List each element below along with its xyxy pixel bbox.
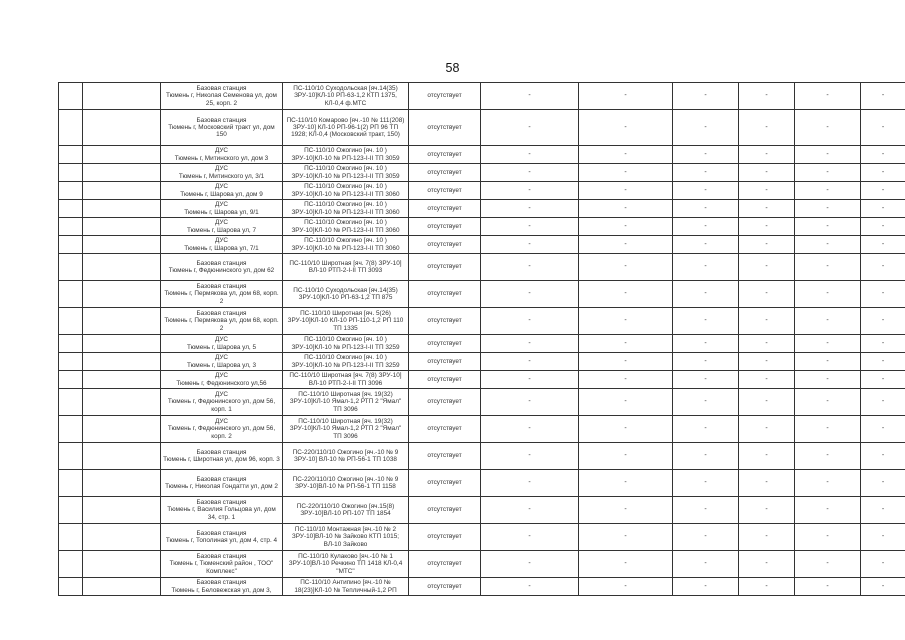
source-cell: ПС-110/10 Суходольская [яч.14(35) ЗРУ-10]КЛ-10 РП-63-1,2 КТП 1375, КЛ-0,4 ф.МТС [283,83,409,110]
table-row [59,308,905,335]
dash-cell: - [861,182,905,200]
source-cell: ПС-110/10 Ожогино [яч. 10 ) ЗРУ-10]КЛ-10 № РП-123-I-II ТП 3060 [283,236,409,254]
blank-cell [83,110,161,146]
table-row [59,218,905,236]
dash-cell: - [579,83,673,110]
source-cell: ПС-110/10 Ожогино [яч. 10 ) ЗРУ-10]КЛ-10 № РП-123-I-II ТП 3259 [283,335,409,353]
blank-cell [59,200,83,218]
blank-cell [83,524,161,551]
dash-cell: - [739,110,795,146]
dash-cell: - [861,578,905,596]
dash-cell: - [795,164,861,182]
blank-cell [83,200,161,218]
source-cell: ПС-110/10 Ожогино [яч. 10 ) ЗРУ-10]КЛ-10 № РП-123-I-II ТП 3059 [283,164,409,182]
object-cell: ДУС Тюмень г, Митинского ул, 3/1 [161,164,283,182]
dash-cell: - [579,182,673,200]
dash-cell: - [481,578,579,596]
blank-cell [59,470,83,497]
blank-cell [59,236,83,254]
dash-cell: - [739,524,795,551]
source-cell: ПС-110/10 Суходольская [яч.14(35) ЗРУ-10]КЛ-10 РП-63-1,2 ТП 875 [283,281,409,308]
dash-cell: - [795,416,861,443]
blank-cell [59,524,83,551]
dash-cell: - [739,470,795,497]
blank-cell [59,281,83,308]
dash-cell: - [795,110,861,146]
status-cell: отсутствует [409,164,481,182]
table-row [59,551,905,578]
dash-cell: - [579,236,673,254]
table-row [59,497,905,524]
dash-cell: - [481,416,579,443]
dash-cell: - [579,551,673,578]
dash-cell: - [795,497,861,524]
dash-cell: - [579,578,673,596]
dash-cell: - [739,416,795,443]
dash-cell: - [673,164,739,182]
dash-cell: - [481,497,579,524]
status-cell: отсутствует [409,551,481,578]
source-cell: ПС-220/110/10 Ожогино [яч.-10 № 9 ЗРУ-10] ВЛ-10 № РП-56-1 ТП 1038 [283,443,409,470]
dash-cell: - [861,551,905,578]
dash-cell: - [739,443,795,470]
dash-cell: - [795,254,861,281]
object-cell: Базовая станция Тюмень г, Пермякова ул, дом 68, корп. 2 [161,308,283,335]
source-cell: ПС-110/10 Монтажная [яч.-10 № 2 ЗРУ-10]ВЛ-10 № Зайково КТП 1015; ВЛ-10 Зайково [283,524,409,551]
source-cell: ПС-110/10 Широтная [яч. 7(8) ЗРУ-10] ВЛ-10 РТП-2-I-II ТП 3096 [283,371,409,389]
dash-cell: - [481,371,579,389]
source-cell: ПС-110/10 Ожогино [яч. 10 ) ЗРУ-10]КЛ-10 № РП-123-I-II ТП 3060 [283,182,409,200]
dash-cell: - [481,524,579,551]
dash-cell: - [739,281,795,308]
dash-cell: - [861,164,905,182]
dash-cell: - [579,254,673,281]
source-cell: ПС-110/10 Широтная [яч. 19(32) ЗРУ-10]КЛ-10 Ямал-1,2 РТП 2 "Ямал" ТП 3096 [283,416,409,443]
object-cell: Базовая станция Тюмень г, Василия Гольцова ул, дом 34, стр. 1 [161,497,283,524]
dash-cell: - [579,281,673,308]
source-cell: ПС-220/110/10 Ожогино [яч.15(8) ЗРУ-10]ВЛ-10 РП-107 ТП 1854 [283,497,409,524]
status-cell: отсутствует [409,524,481,551]
dash-cell: - [861,236,905,254]
dash-cell: - [673,578,739,596]
dash-cell: - [579,371,673,389]
dash-cell: - [673,83,739,110]
blank-cell [59,164,83,182]
blank-cell [83,236,161,254]
page-number: 58 [445,61,460,75]
dash-cell: - [861,389,905,416]
object-cell: ДУС Тюмень г, Шарова ул, дом 9 [161,182,283,200]
status-cell: отсутствует [409,353,481,371]
dash-cell: - [673,218,739,236]
object-cell: Базовая станция Тюмень г, Московский тракт ул, дом 150 [161,110,283,146]
source-cell: ПС-110/10 Широтная [яч. 5(26) ЗРУ-10]КЛ-10 КЛ-10 РП-110-1,2 РП 110 ТП 1335 [283,308,409,335]
table-row [59,110,905,146]
dash-cell: - [739,551,795,578]
dash-cell: - [795,551,861,578]
dash-cell: - [673,110,739,146]
dash-cell: - [481,281,579,308]
dash-cell: - [579,164,673,182]
blank-cell [59,110,83,146]
object-cell: Базовая станция Тюмень г, Николая Гондатти ул, дом 2 [161,470,283,497]
dash-cell: - [579,416,673,443]
dash-cell: - [861,146,905,164]
object-cell: ДУС Тюмень г, Шарова ул, 7 [161,218,283,236]
source-cell: ПС-220/110/10 Ожогино [яч.-10 № 9 ЗРУ-10]ВЛ-10 № РП-56-1 ТП 1158 [283,470,409,497]
dash-cell: - [673,551,739,578]
object-cell: ДУС Тюмень г, Митинского ул, дом 3 [161,146,283,164]
blank-cell [59,497,83,524]
object-cell: ДУС Тюмень г, Шарова ул, 5 [161,335,283,353]
dash-cell: - [739,218,795,236]
dash-cell: - [481,146,579,164]
dash-cell: - [481,164,579,182]
status-cell: отсутствует [409,497,481,524]
source-cell: ПС-110/10 Кулаково [яч.-10 № 1 ЗРУ-10]ВЛ-10 Речкино ТП 1418 КЛ-0,4 "МТС" [283,551,409,578]
dash-cell: - [579,524,673,551]
dash-cell: - [673,308,739,335]
dash-cell: - [861,353,905,371]
dash-cell: - [795,578,861,596]
status-cell: отсутствует [409,416,481,443]
blank-cell [83,218,161,236]
table-row [59,164,905,182]
blank-cell [59,416,83,443]
dash-cell: - [739,335,795,353]
blank-cell [83,443,161,470]
dash-cell: - [795,236,861,254]
blank-cell [59,551,83,578]
dash-cell: - [481,200,579,218]
table-body [59,83,905,596]
blank-cell [83,281,161,308]
dash-cell: - [739,353,795,371]
dash-cell: - [795,371,861,389]
dash-cell: - [861,497,905,524]
blank-cell [83,335,161,353]
dash-cell: - [673,416,739,443]
dash-cell: - [579,308,673,335]
status-cell: отсутствует [409,236,481,254]
dash-cell: - [579,146,673,164]
status-cell: отсутствует [409,335,481,353]
dash-cell: - [795,389,861,416]
dash-cell: - [673,146,739,164]
dash-cell: - [673,335,739,353]
object-cell: Базовая станция Тюмень г, Тюменский район , ТОО" Комплекс" [161,551,283,578]
dash-cell: - [795,470,861,497]
blank-cell [59,578,83,596]
object-cell: Базовая станция Тюмень г, Пермякова ул, дом 68, корп. 2 [161,281,283,308]
source-cell: ПС-110/10 Комарово [яч.-10 № 111(208) ЗРУ-10] КЛ-10 РП-96-1(2) РП 96 ТП 1928; КЛ-0,4 (Московский тракт, 150) [283,110,409,146]
dash-cell: - [795,182,861,200]
status-cell: отсутствует [409,308,481,335]
source-cell: ПС-110/10 Широтная [яч. 19(32) ЗРУ-10]КЛ-10 Ямал-1,2 РТП 2 "Ямал" ТП 3096 [283,389,409,416]
source-cell: ПС-110/10 Ожогино [яч. 10 ) ЗРУ-10]КЛ-10 № РП-123-I-II ТП 3259 [283,353,409,371]
dash-cell: - [795,218,861,236]
dash-cell: - [673,524,739,551]
dash-cell: - [481,182,579,200]
dash-cell: - [673,353,739,371]
blank-cell [59,83,83,110]
dash-cell: - [673,497,739,524]
dash-cell: - [673,389,739,416]
dash-cell: - [673,182,739,200]
dash-cell: - [739,146,795,164]
dash-cell: - [481,254,579,281]
blank-cell [59,308,83,335]
dash-cell: - [481,389,579,416]
dash-cell: - [861,335,905,353]
blank-cell [59,353,83,371]
blank-cell [83,578,161,596]
blank-cell [59,371,83,389]
blank-cell [83,353,161,371]
object-cell: Базовая станция Тюмень г, Тополиная ул, дом 4, стр. 4 [161,524,283,551]
dash-cell: - [481,335,579,353]
status-cell: отсутствует [409,200,481,218]
blank-cell [59,443,83,470]
dash-cell: - [795,524,861,551]
source-cell: ПС-110/10 Ожогино [яч. 10 ) ЗРУ-10]КЛ-10 № РП-123-I-II ТП 3059 [283,146,409,164]
dash-cell: - [579,110,673,146]
object-cell: Базовая станция Тюмень г, Широтная ул, дом 96, корп. 3 [161,443,283,470]
dash-cell: - [739,497,795,524]
dash-cell: - [481,308,579,335]
blank-cell [83,470,161,497]
dash-cell: - [861,524,905,551]
dash-cell: - [579,218,673,236]
status-cell: отсутствует [409,281,481,308]
object-cell: ДУС Тюмень г, Шарова ул, 9/1 [161,200,283,218]
status-cell: отсутствует [409,182,481,200]
dash-cell: - [481,83,579,110]
object-cell: ДУС Тюмень г, Шарова ул, 3 [161,353,283,371]
status-cell: отсутствует [409,218,481,236]
dash-cell: - [739,182,795,200]
blank-cell [83,254,161,281]
dash-cell: - [481,470,579,497]
dash-cell: - [579,443,673,470]
dash-cell: - [579,353,673,371]
dash-cell: - [795,443,861,470]
dash-cell: - [861,254,905,281]
dash-cell: - [861,371,905,389]
status-cell: отсутствует [409,443,481,470]
status-cell: отсутствует [409,83,481,110]
dash-cell: - [579,335,673,353]
table-row [59,281,905,308]
blank-cell [59,182,83,200]
table-row [59,371,905,389]
blank-cell [83,416,161,443]
object-cell: Базовая станция Тюмень г, Беловежская ул, дом 3, [161,578,283,596]
dash-cell: - [481,218,579,236]
blank-cell [83,164,161,182]
table-row [59,524,905,551]
status-cell: отсутствует [409,146,481,164]
dash-cell: - [861,470,905,497]
dash-cell: - [739,371,795,389]
dash-cell: - [795,281,861,308]
dash-cell: - [739,83,795,110]
object-cell: Базовая станция Тюмень г, Николая Семенова ул, дом 25, корп. 2 [161,83,283,110]
dash-cell: - [739,254,795,281]
data-table [58,82,905,596]
blank-cell [59,335,83,353]
dash-cell: - [579,389,673,416]
dash-cell: - [861,281,905,308]
dash-cell: - [795,335,861,353]
blank-cell [59,389,83,416]
blank-cell [83,83,161,110]
status-cell: отсутствует [409,470,481,497]
dash-cell: - [861,200,905,218]
table-row [59,335,905,353]
blank-cell [83,551,161,578]
dash-cell: - [673,281,739,308]
dash-cell: - [739,578,795,596]
table-row [59,470,905,497]
dash-cell: - [739,200,795,218]
object-cell: Базовая станция Тюмень г, Федюнинского ул, дом 62 [161,254,283,281]
table-row [59,416,905,443]
dash-cell: - [481,236,579,254]
dash-cell: - [739,308,795,335]
dash-cell: - [673,254,739,281]
dash-cell: - [673,200,739,218]
object-cell: ДУС Тюмень г, Федюнинского ул,56 [161,371,283,389]
blank-cell [83,371,161,389]
blank-cell [59,146,83,164]
source-cell: ПС-110/10 Ожогино [яч. 10 ) ЗРУ-10]КЛ-10 № РП-123-I-II ТП 3060 [283,218,409,236]
table-row [59,353,905,371]
object-cell: ДУС Тюмень г, Федюнинского ул, дом 56, корп. 2 [161,416,283,443]
table-row [59,182,905,200]
status-cell: отсутствует [409,389,481,416]
source-cell: ПС-110/10 Антипино [яч.-10 № 18(23)]КЛ-10 № Тепличный-1,2 РП [283,578,409,596]
status-cell: отсутствует [409,254,481,281]
table-row [59,443,905,470]
table-row [59,389,905,416]
blank-cell [83,146,161,164]
dash-cell: - [673,236,739,254]
dash-cell: - [481,551,579,578]
dash-cell: - [579,470,673,497]
source-cell: ПС-110/10 Широтная [яч. 7(8) ЗРУ-10] ВЛ-10 РТП-2-I-II ТП 3093 [283,254,409,281]
table-row [59,578,905,596]
blank-cell [83,389,161,416]
dash-cell: - [795,83,861,110]
object-cell: ДУС Тюмень г, Федюнинского ул, дом 56, корп. 1 [161,389,283,416]
status-cell: отсутствует [409,371,481,389]
dash-cell: - [739,389,795,416]
dash-cell: - [795,353,861,371]
blank-cell [59,254,83,281]
table-row [59,146,905,164]
table-row [59,83,905,110]
dash-cell: - [481,353,579,371]
table-row [59,236,905,254]
blank-cell [83,182,161,200]
dash-cell: - [795,308,861,335]
blank-cell [83,497,161,524]
dash-cell: - [673,470,739,497]
dash-cell: - [739,236,795,254]
object-cell: ДУС Тюмень г, Шарова ул, 7/1 [161,236,283,254]
dash-cell: - [481,110,579,146]
dash-cell: - [861,416,905,443]
dash-cell: - [861,308,905,335]
table-row [59,200,905,218]
dash-cell: - [579,200,673,218]
dash-cell: - [861,218,905,236]
dash-cell: - [861,443,905,470]
dash-cell: - [861,110,905,146]
blank-cell [59,218,83,236]
dash-cell: - [673,443,739,470]
status-cell: отсутствует [409,578,481,596]
table-row [59,254,905,281]
dash-cell: - [481,443,579,470]
source-cell: ПС-110/10 Ожогино [яч. 10 ) ЗРУ-10]КЛ-10 № РП-123-I-II ТП 3060 [283,200,409,218]
status-cell: отсутствует [409,110,481,146]
dash-cell: - [861,83,905,110]
dash-cell: - [795,146,861,164]
dash-cell: - [579,497,673,524]
blank-cell [83,308,161,335]
dash-cell: - [673,371,739,389]
dash-cell: - [739,164,795,182]
dash-cell: - [795,200,861,218]
